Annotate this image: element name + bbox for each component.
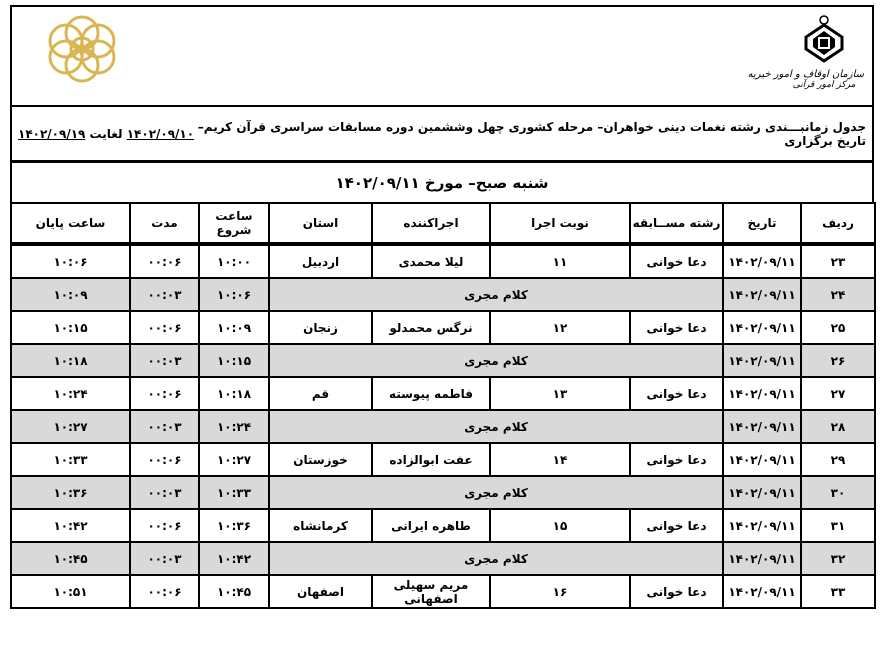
end-cell: ۱۰:۰۹ xyxy=(11,278,130,311)
end-cell: ۱۰:۰۶ xyxy=(11,244,130,278)
turn-cell: ۱۱ xyxy=(490,244,630,278)
table-row-break xyxy=(11,542,875,575)
end-cell: ۱۰:۵۱ xyxy=(11,575,130,608)
host-speech-cell: کلام مجری xyxy=(269,410,723,443)
turn-cell: ۱۴ xyxy=(490,443,630,476)
end-cell: ۱۰:۱۵ xyxy=(11,311,130,344)
table-row xyxy=(11,509,875,542)
table-row xyxy=(11,311,875,344)
start-cell: ۱۰:۴۵ xyxy=(199,575,269,608)
table-row xyxy=(11,377,875,410)
performer-cell: لیلا محمدی xyxy=(372,244,490,278)
turn-cell: ۱۲ xyxy=(490,311,630,344)
duration-cell: ۰۰:۰۶ xyxy=(130,311,199,344)
col-header-province: استان xyxy=(269,203,372,244)
row-number: ۲۳ xyxy=(801,244,875,278)
date-cell: ۱۴۰۲/۰۹/۱۱ xyxy=(723,344,801,377)
col-header-performer: اجراکننده xyxy=(372,203,490,244)
date-cell: ۱۴۰۲/۰۹/۱۱ xyxy=(723,410,801,443)
host-speech-cell: کلام مجری xyxy=(269,278,723,311)
field-cell: دعا خوانی xyxy=(630,509,723,542)
host-speech-cell: کلام مجری xyxy=(269,542,723,575)
row-number: ۲۶ xyxy=(801,344,875,377)
date-cell: ۱۴۰۲/۰۹/۱۱ xyxy=(723,377,801,410)
row-number: ۳۳ xyxy=(801,575,875,608)
start-cell: ۱۰:۴۲ xyxy=(199,542,269,575)
start-cell: ۱۰:۳۶ xyxy=(199,509,269,542)
table-row xyxy=(11,244,875,278)
province-cell: زنجان xyxy=(269,311,372,344)
title-text: جدول زمانبـــندی رشته نغمات دینی خواهران– مرحله کشوری چهل وششمین دوره مسابقات سراسری قرآن کریم– تاریخ برگزاری xyxy=(197,119,866,148)
end-cell: ۱۰:۱۸ xyxy=(11,344,130,377)
date-cell: ۱۴۰۲/۰۹/۱۱ xyxy=(723,443,801,476)
start-date: ۱۴۰۲/۰۹/۱۰ xyxy=(126,126,195,141)
row-number: ۳۱ xyxy=(801,509,875,542)
field-cell: دعا خوانی xyxy=(630,311,723,344)
field-cell: دعا خوانی xyxy=(630,244,723,278)
start-cell: ۱۰:۱۵ xyxy=(199,344,269,377)
col-header-date: تاریخ xyxy=(723,203,801,244)
end-cell: ۱۰:۳۶ xyxy=(11,476,130,509)
end-cell: ۱۰:۲۷ xyxy=(11,410,130,443)
province-cell: خوزستان xyxy=(269,443,372,476)
province-cell: اصفهان xyxy=(269,575,372,608)
awqaf-logo xyxy=(747,15,864,90)
schedule-page xyxy=(10,5,874,609)
table-row-break xyxy=(11,476,875,509)
org-name: سازمان اوقاف و امور خیریه xyxy=(747,69,864,80)
start-cell: ۱۰:۰۶ xyxy=(199,278,269,311)
duration-cell: ۰۰:۰۳ xyxy=(130,278,199,311)
until-label: لغایت xyxy=(85,126,127,141)
duration-cell: ۰۰:۰۳ xyxy=(130,410,199,443)
end-date: ۱۴۰۲/۰۹/۱۹ xyxy=(18,126,86,141)
table-row xyxy=(11,443,875,476)
end-cell: ۱۰:۴۵ xyxy=(11,542,130,575)
col-header-turn: نوبت اجرا xyxy=(490,203,630,244)
row-number: ۲۴ xyxy=(801,278,875,311)
date-cell: ۱۴۰۲/۰۹/۱۱ xyxy=(723,542,801,575)
table-row-break xyxy=(11,410,875,443)
start-cell: ۱۰:۰۰ xyxy=(199,244,269,278)
start-cell: ۱۰:۲۷ xyxy=(199,443,269,476)
table-row-break xyxy=(11,278,875,311)
field-cell: دعا خوانی xyxy=(630,443,723,476)
table-header-row xyxy=(11,203,875,244)
row-number: ۲۸ xyxy=(801,410,875,443)
host-speech-cell: کلام مجری xyxy=(269,476,723,509)
table-row xyxy=(11,575,875,608)
duration-cell: ۰۰:۰۶ xyxy=(130,443,199,476)
date-cell: ۱۴۰۲/۰۹/۱۱ xyxy=(723,311,801,344)
duration-cell: ۰۰:۰۶ xyxy=(130,575,199,608)
start-cell: ۱۰:۲۴ xyxy=(199,410,269,443)
duration-cell: ۰۰:۰۳ xyxy=(130,542,199,575)
row-number: ۲۷ xyxy=(801,377,875,410)
province-cell: قم xyxy=(269,377,372,410)
row-number: ۳۰ xyxy=(801,476,875,509)
row-number: ۳۲ xyxy=(801,542,875,575)
row-number: ۲۹ xyxy=(801,443,875,476)
table-row-break xyxy=(11,344,875,377)
performer-cell: نرگس محمدلو xyxy=(372,311,490,344)
schedule-title xyxy=(10,105,874,160)
performer-cell: عفت ابوالزاده xyxy=(372,443,490,476)
date-cell: ۱۴۰۲/۰۹/۱۱ xyxy=(723,575,801,608)
col-header-field: رشته مســابقه xyxy=(630,203,723,244)
awqaf-emblem-icon xyxy=(802,15,846,63)
start-cell: ۱۰:۳۳ xyxy=(199,476,269,509)
province-cell: کرمانشاه xyxy=(269,509,372,542)
field-cell: دعا خوانی xyxy=(630,575,723,608)
performer-cell: طاهره ایرانی xyxy=(372,509,490,542)
start-cell: ۱۰:۱۸ xyxy=(199,377,269,410)
date-cell: ۱۴۰۲/۰۹/۱۱ xyxy=(723,476,801,509)
start-cell: ۱۰:۰۹ xyxy=(199,311,269,344)
col-header-row-number: ردیف xyxy=(801,203,875,244)
end-cell: ۱۰:۳۳ xyxy=(11,443,130,476)
schedule-table xyxy=(10,202,876,609)
col-header-duration: مدت xyxy=(130,203,199,244)
duration-cell: ۰۰:۰۶ xyxy=(130,377,199,410)
quran-ornament-logo-icon xyxy=(47,13,117,83)
row-number: ۲۵ xyxy=(801,311,875,344)
date-cell: ۱۴۰۲/۰۹/۱۱ xyxy=(723,278,801,311)
field-cell: دعا خوانی xyxy=(630,377,723,410)
turn-cell: ۱۵ xyxy=(490,509,630,542)
performer-cell: مریم سهیلی اصفهانی xyxy=(372,575,490,608)
date-cell: ۱۴۰۲/۰۹/۱۱ xyxy=(723,509,801,542)
header-banner xyxy=(10,5,874,105)
turn-cell: ۱۳ xyxy=(490,377,630,410)
duration-cell: ۰۰:۰۳ xyxy=(130,476,199,509)
turn-cell: ۱۶ xyxy=(490,575,630,608)
duration-cell: ۰۰:۰۳ xyxy=(130,344,199,377)
session-heading: شنبه صبح– مورخ ۱۴۰۲/۰۹/۱۱ xyxy=(10,160,874,202)
host-speech-cell: کلام مجری xyxy=(269,344,723,377)
duration-cell: ۰۰:۰۶ xyxy=(130,244,199,278)
performer-cell: فاطمه پیوسته xyxy=(372,377,490,410)
end-cell: ۱۰:۴۲ xyxy=(11,509,130,542)
province-cell: اردبیل xyxy=(269,244,372,278)
col-header-end: ساعت پایان xyxy=(11,203,130,244)
end-cell: ۱۰:۲۴ xyxy=(11,377,130,410)
col-header-start: ساعت شروع xyxy=(199,203,269,244)
date-cell: ۱۴۰۲/۰۹/۱۱ xyxy=(723,244,801,278)
org-subname: مرکز امور قرآنی xyxy=(792,80,856,90)
duration-cell: ۰۰:۰۶ xyxy=(130,509,199,542)
